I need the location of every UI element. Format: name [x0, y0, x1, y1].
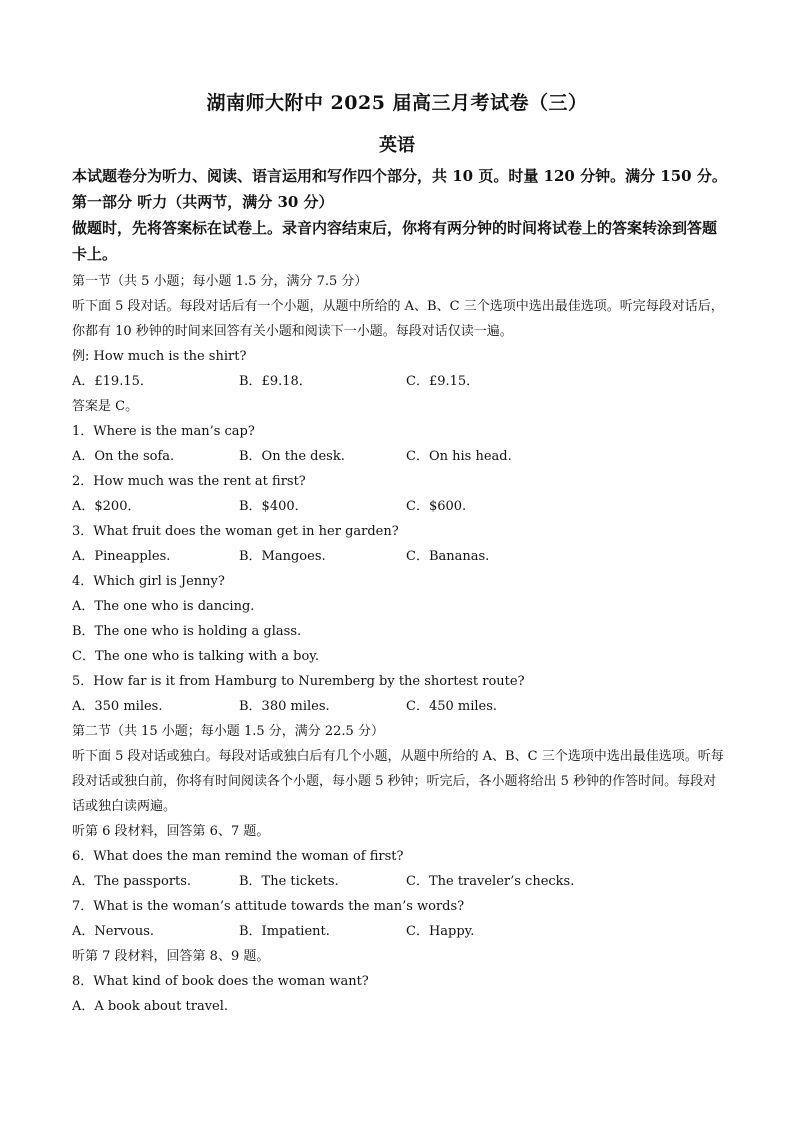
section2-directions: 听下面 5 段对话或独白。每段对话或独白后有几个小题，从题中所给的 A、B、C 三个选项中选出最佳选项。听每段对话或独白前，你将有时间阅读各个小题，每小题 5 秒钟；听完后，各小题将给出 5 秒钟的作答时间。每段对话或独白读两遍。: [72, 749, 724, 814]
intro-line: 本试题卷分为听力、阅读、语言运用和写作四个部分，共 10 页。时量 120 分钟。满分 150 分。: [72, 167, 727, 185]
question-5-options: [72, 694, 728, 719]
example-question: 例: How much is the shirt?: [72, 349, 247, 364]
q7-option-c: C．Happy.: [406, 924, 475, 939]
section1-title: 第一节（共 5 小题；每小题 1.5 分，满分 7.5 分）: [72, 274, 368, 289]
question-4: 4．Which girl is Jenny?: [72, 574, 225, 589]
question-6-options: [72, 869, 728, 894]
q1-option-a: A．On the sofa.: [72, 449, 175, 464]
question-5: 5．How far is it from Hamburg to Nuremberg by the shortest route?: [72, 674, 525, 689]
q1-option-c: C．On his head.: [406, 449, 512, 464]
q8-option-a: A．A book about travel.: [72, 999, 229, 1014]
q1-option-b: B．On the desk.: [239, 449, 345, 464]
example-answer: 答案是 C。: [72, 399, 139, 414]
section2-title: 第二节（共 15 小题；每小题 1.5 分，满分 22.5 分）: [72, 724, 384, 739]
question-3-options: [72, 544, 728, 569]
question-3: 3．What fruit does the woman get in her garden?: [72, 524, 399, 539]
question-1-options: [72, 444, 728, 469]
material-6-heading: 听第 6 段材料，回答第 6、7 题。: [72, 824, 270, 839]
q2-option-c: C．$600.: [406, 499, 467, 514]
q4-option-b: B．The one who is holding a glass.: [72, 624, 302, 639]
exam-title: 湖南师大附中 2025 届高三月考试卷（三）: [206, 92, 588, 114]
q6-option-b: B．The tickets.: [239, 874, 339, 889]
q4-option-c: C．The one who is talking with a boy.: [72, 649, 320, 664]
question-2-options: [72, 494, 728, 519]
q5-option-b: B．380 miles.: [239, 699, 330, 714]
question-7-options: [72, 919, 728, 944]
question-7: 7．What is the woman’s attitude towards the man’s words?: [72, 899, 465, 914]
material-7-heading: 听第 7 段材料，回答第 8、9 题。: [72, 949, 270, 964]
q3-option-b: B．Mangoes.: [239, 549, 326, 564]
q3-option-c: C．Bananas.: [406, 549, 490, 564]
example-option-a: A．£19.15．: [72, 374, 153, 389]
section1-directions: 听下面 5 段对话。每段对话后有一个小题，从题中所给的 A、B、C 三个选项中选出最佳选项。听完每段对话后，你都有 10 秒钟的时间来回答有关小题和阅读下一小题。每段对话仅读一遍。: [72, 299, 724, 339]
exam-content: [72, 163, 728, 1019]
question-6: 6．What does the man remind the woman of first?: [72, 849, 404, 864]
q6-option-a: A．The passports.: [72, 874, 192, 889]
part1-title: 第一部分 听力（共两节，满分 30 分）: [72, 193, 334, 211]
q2-option-a: A．$200．: [72, 499, 141, 514]
q5-option-c: C．450 miles.: [406, 699, 498, 714]
question-1: 1．Where is the man’s cap?: [72, 424, 255, 439]
example-option-b: B．£9.18．: [239, 374, 312, 389]
answer-instruction: 做题时，先将答案标在试卷上。录音内容结束后，你将有两分钟的时间将试卷上的答案转涂到答题卡上。: [72, 219, 718, 263]
q7-option-a: A．Nervous.: [72, 924, 155, 939]
q7-option-b: B．Impatient.: [239, 924, 330, 939]
q5-option-a: A．350 miles.: [72, 699, 163, 714]
q2-option-b: B．$400．: [239, 499, 308, 514]
example-option-c: C．£9.15．: [406, 374, 480, 389]
subject-title: 英语: [379, 135, 415, 156]
question-8: 8．What kind of book does the woman want?: [72, 974, 369, 989]
question-2: 2．How much was the rent at first?: [72, 474, 306, 489]
q3-option-a: A．Pineapples.: [72, 549, 171, 564]
q4-option-a: A．The one who is dancing.: [72, 599, 255, 614]
q6-option-c: C．The traveler’s checks.: [406, 874, 575, 889]
example-options: [72, 369, 728, 394]
